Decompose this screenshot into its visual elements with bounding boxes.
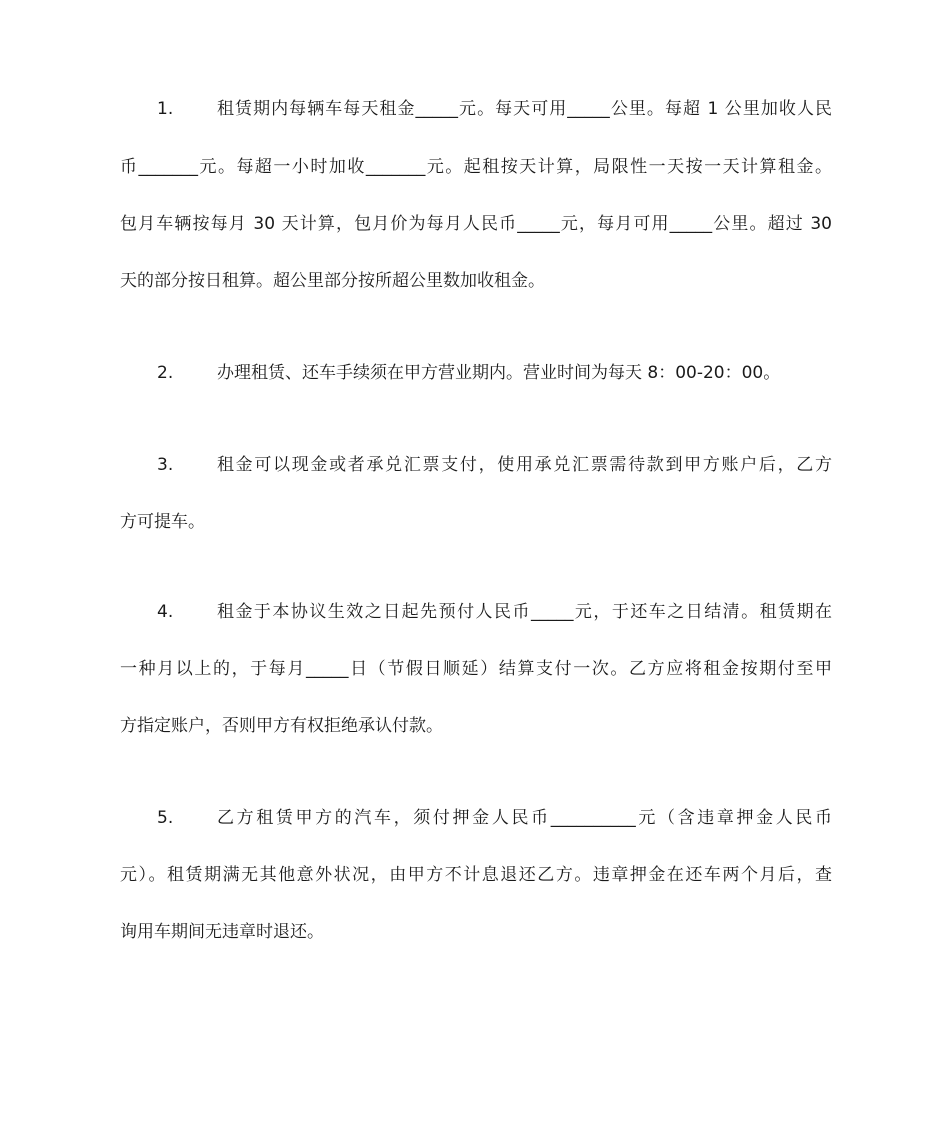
clause-number: 3.	[157, 455, 174, 475]
clause-line: 方可提车。	[120, 512, 205, 532]
clause-line: 包月车辆按每月 30 天计算，包月价为每月人民币_____元，每月可用_____公里。超过 30	[120, 214, 832, 234]
clause-number: 2.	[157, 363, 174, 383]
clause-number: 5.	[157, 808, 174, 828]
clause-line: 询用车期间无违章时退还。	[120, 922, 324, 942]
clause-line: 办理租赁、还车手续须在甲方营业期内。营业时间为每天 8：00-20：00。	[217, 363, 781, 383]
clause-number: 1.	[157, 99, 174, 119]
clause-line: 元）。租赁期满无其他意外状况，由甲方不计息退还乙方。违章押金在还车两个月后，查	[120, 865, 832, 885]
clause-line: 币_______元。每超一小时加收_______元。起租按天计算，局限性一天按一天计算租金。	[120, 157, 832, 177]
clause-line: 租金可以现金或者承兑汇票支付，使用承兑汇票需待款到甲方账户后，乙方	[217, 455, 832, 475]
clause-line: 方指定账户，否则甲方有权拒绝承认付款。	[120, 716, 443, 736]
clause-line: 乙方租赁甲方的汽车，须付押金人民币__________元（含违章押金人民币	[217, 808, 832, 828]
clause-number: 4.	[157, 602, 174, 622]
clause-line: 一种月以上的，于每月_____日（节假日顺延）结算支付一次。乙方应将租金按期付至甲	[120, 659, 832, 679]
clause-line: 租金于本协议生效之日起先预付人民币_____元，于还车之日结清。租赁期在	[217, 602, 832, 622]
clause-line: 天的部分按日租算。超公里部分按所超公里数加收租金。	[120, 271, 545, 291]
clause-line: 租赁期内每辆车每天租金_____元。每天可用_____公里。每超 1 公里加收人民	[217, 99, 832, 119]
